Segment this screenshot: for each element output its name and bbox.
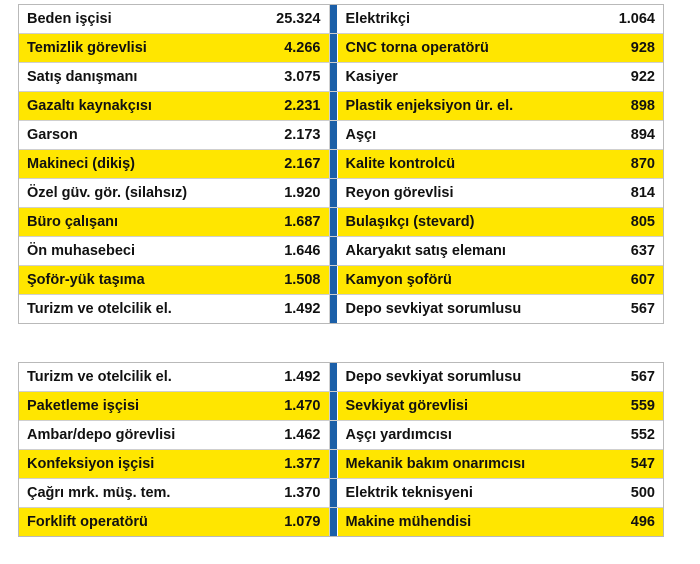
occupation-name-right: CNC torna operatörü [337, 34, 569, 63]
column-divider [329, 63, 337, 92]
table-top-inner [19, 5, 663, 323]
table-row [19, 208, 663, 237]
occupation-name-left: Paketleme işçisi [19, 392, 231, 421]
occupation-name-left: Turizm ve otelcilik el. [19, 295, 231, 324]
occupation-count-left: 2.173 [231, 121, 329, 150]
occupation-name-right: Plastik enjeksiyon ür. el. [337, 92, 569, 121]
occupation-name-right: Depo sevkiyat sorumlusu [337, 295, 569, 324]
column-divider [329, 295, 337, 324]
occupation-count-left: 2.231 [231, 92, 329, 121]
column-divider [329, 266, 337, 295]
occupations-table-bottom [19, 363, 663, 536]
column-divider [329, 179, 337, 208]
table-row [19, 5, 663, 34]
column-divider [329, 392, 337, 421]
occupation-count-right: 552 [569, 421, 663, 450]
occupation-count-right: 496 [569, 508, 663, 537]
occupation-count-right: 922 [569, 63, 663, 92]
occupation-name-left: Forklift operatörü [19, 508, 231, 537]
occupation-name-right: Reyon görevlisi [337, 179, 569, 208]
column-divider [329, 208, 337, 237]
occupation-name-right: Makine mühendisi [337, 508, 569, 537]
occupation-count-right: 500 [569, 479, 663, 508]
table-row [19, 34, 663, 63]
occupations-table-panel-bottom [18, 362, 664, 537]
occupation-name-left: Özel güv. gör. (silahsız) [19, 179, 231, 208]
table-row [19, 63, 663, 92]
column-divider [329, 479, 337, 508]
occupation-count-right: 559 [569, 392, 663, 421]
occupation-name-left: Turizm ve otelcilik el. [19, 363, 231, 392]
table-row [19, 363, 663, 392]
occupation-count-left: 1.462 [231, 421, 329, 450]
occupation-name-left: Konfeksiyon işçisi [19, 450, 231, 479]
column-divider [329, 508, 337, 537]
occupation-name-right: Mekanik bakım onarımcısı [337, 450, 569, 479]
table-row [19, 295, 663, 324]
occupation-name-right: Aşçı yardımcısı [337, 421, 569, 450]
column-divider [329, 363, 337, 392]
occupation-count-left: 2.167 [231, 150, 329, 179]
occupation-name-left: Garson [19, 121, 231, 150]
occupation-name-right: Elektrikçi [337, 5, 569, 34]
table-row [19, 479, 663, 508]
occupation-name-left: Ön muhasebeci [19, 237, 231, 266]
column-divider [329, 421, 337, 450]
occupation-count-left: 3.075 [231, 63, 329, 92]
occupation-name-right: Aşçı [337, 121, 569, 150]
occupation-name-right: Bulaşıkçı (stevard) [337, 208, 569, 237]
table-row [19, 92, 663, 121]
occupation-count-left: 25.324 [231, 5, 329, 34]
occupation-count-right: 898 [569, 92, 663, 121]
occupation-count-left: 1.687 [231, 208, 329, 237]
table-row [19, 392, 663, 421]
occupation-count-right: 894 [569, 121, 663, 150]
occupation-count-right: 928 [569, 34, 663, 63]
table-row [19, 150, 663, 179]
occupation-count-right: 567 [569, 295, 663, 324]
occupation-count-left: 1.492 [231, 363, 329, 392]
occupation-name-left: Beden işçisi [19, 5, 231, 34]
occupation-count-right: 607 [569, 266, 663, 295]
column-divider [329, 34, 337, 63]
occupation-count-left: 1.079 [231, 508, 329, 537]
table-row [19, 179, 663, 208]
occupation-name-left: Ambar/depo görevlisi [19, 421, 231, 450]
table-bottom-inner [19, 363, 663, 536]
occupation-name-left: Makineci (dikiş) [19, 150, 231, 179]
occupation-name-left: Temizlik görevlisi [19, 34, 231, 63]
occupation-count-right: 1.064 [569, 5, 663, 34]
table-row [19, 237, 663, 266]
table-row [19, 121, 663, 150]
occupation-count-right: 870 [569, 150, 663, 179]
occupation-name-right: Sevkiyat görevlisi [337, 392, 569, 421]
column-divider [329, 92, 337, 121]
occupation-name-right: Depo sevkiyat sorumlusu [337, 363, 569, 392]
occupation-count-right: 637 [569, 237, 663, 266]
occupation-count-right: 547 [569, 450, 663, 479]
column-divider [329, 121, 337, 150]
occupation-name-left: Büro çalışanı [19, 208, 231, 237]
occupation-count-left: 1.377 [231, 450, 329, 479]
occupation-name-right: Kamyon şoförü [337, 266, 569, 295]
occupation-name-left: Şoför-yük taşıma [19, 266, 231, 295]
table-row [19, 421, 663, 450]
occupation-count-left: 1.508 [231, 266, 329, 295]
occupation-name-left: Gazaltı kaynakçısı [19, 92, 231, 121]
occupation-name-right: Kasiyer [337, 63, 569, 92]
occupation-count-right: 814 [569, 179, 663, 208]
column-divider [329, 450, 337, 479]
table-row [19, 450, 663, 479]
occupation-count-left: 1.492 [231, 295, 329, 324]
occupation-name-right: Akaryakıt satış elemanı [337, 237, 569, 266]
occupation-count-left: 1.920 [231, 179, 329, 208]
occupation-name-right: Elektrik teknisyeni [337, 479, 569, 508]
occupation-count-left: 1.370 [231, 479, 329, 508]
table-row [19, 266, 663, 295]
occupation-count-right: 805 [569, 208, 663, 237]
occupation-name-left: Çağrı mrk. müş. tem. [19, 479, 231, 508]
occupation-count-left: 4.266 [231, 34, 329, 63]
occupation-count-left: 1.470 [231, 392, 329, 421]
column-divider [329, 150, 337, 179]
occupation-name-left: Satış danışmanı [19, 63, 231, 92]
occupations-table-panel-top [18, 4, 664, 324]
column-divider [329, 237, 337, 266]
column-divider [329, 5, 337, 34]
occupations-table-top [19, 5, 663, 323]
occupation-count-right: 567 [569, 363, 663, 392]
table-row [19, 508, 663, 537]
occupation-count-left: 1.646 [231, 237, 329, 266]
occupation-name-right: Kalite kontrolcü [337, 150, 569, 179]
